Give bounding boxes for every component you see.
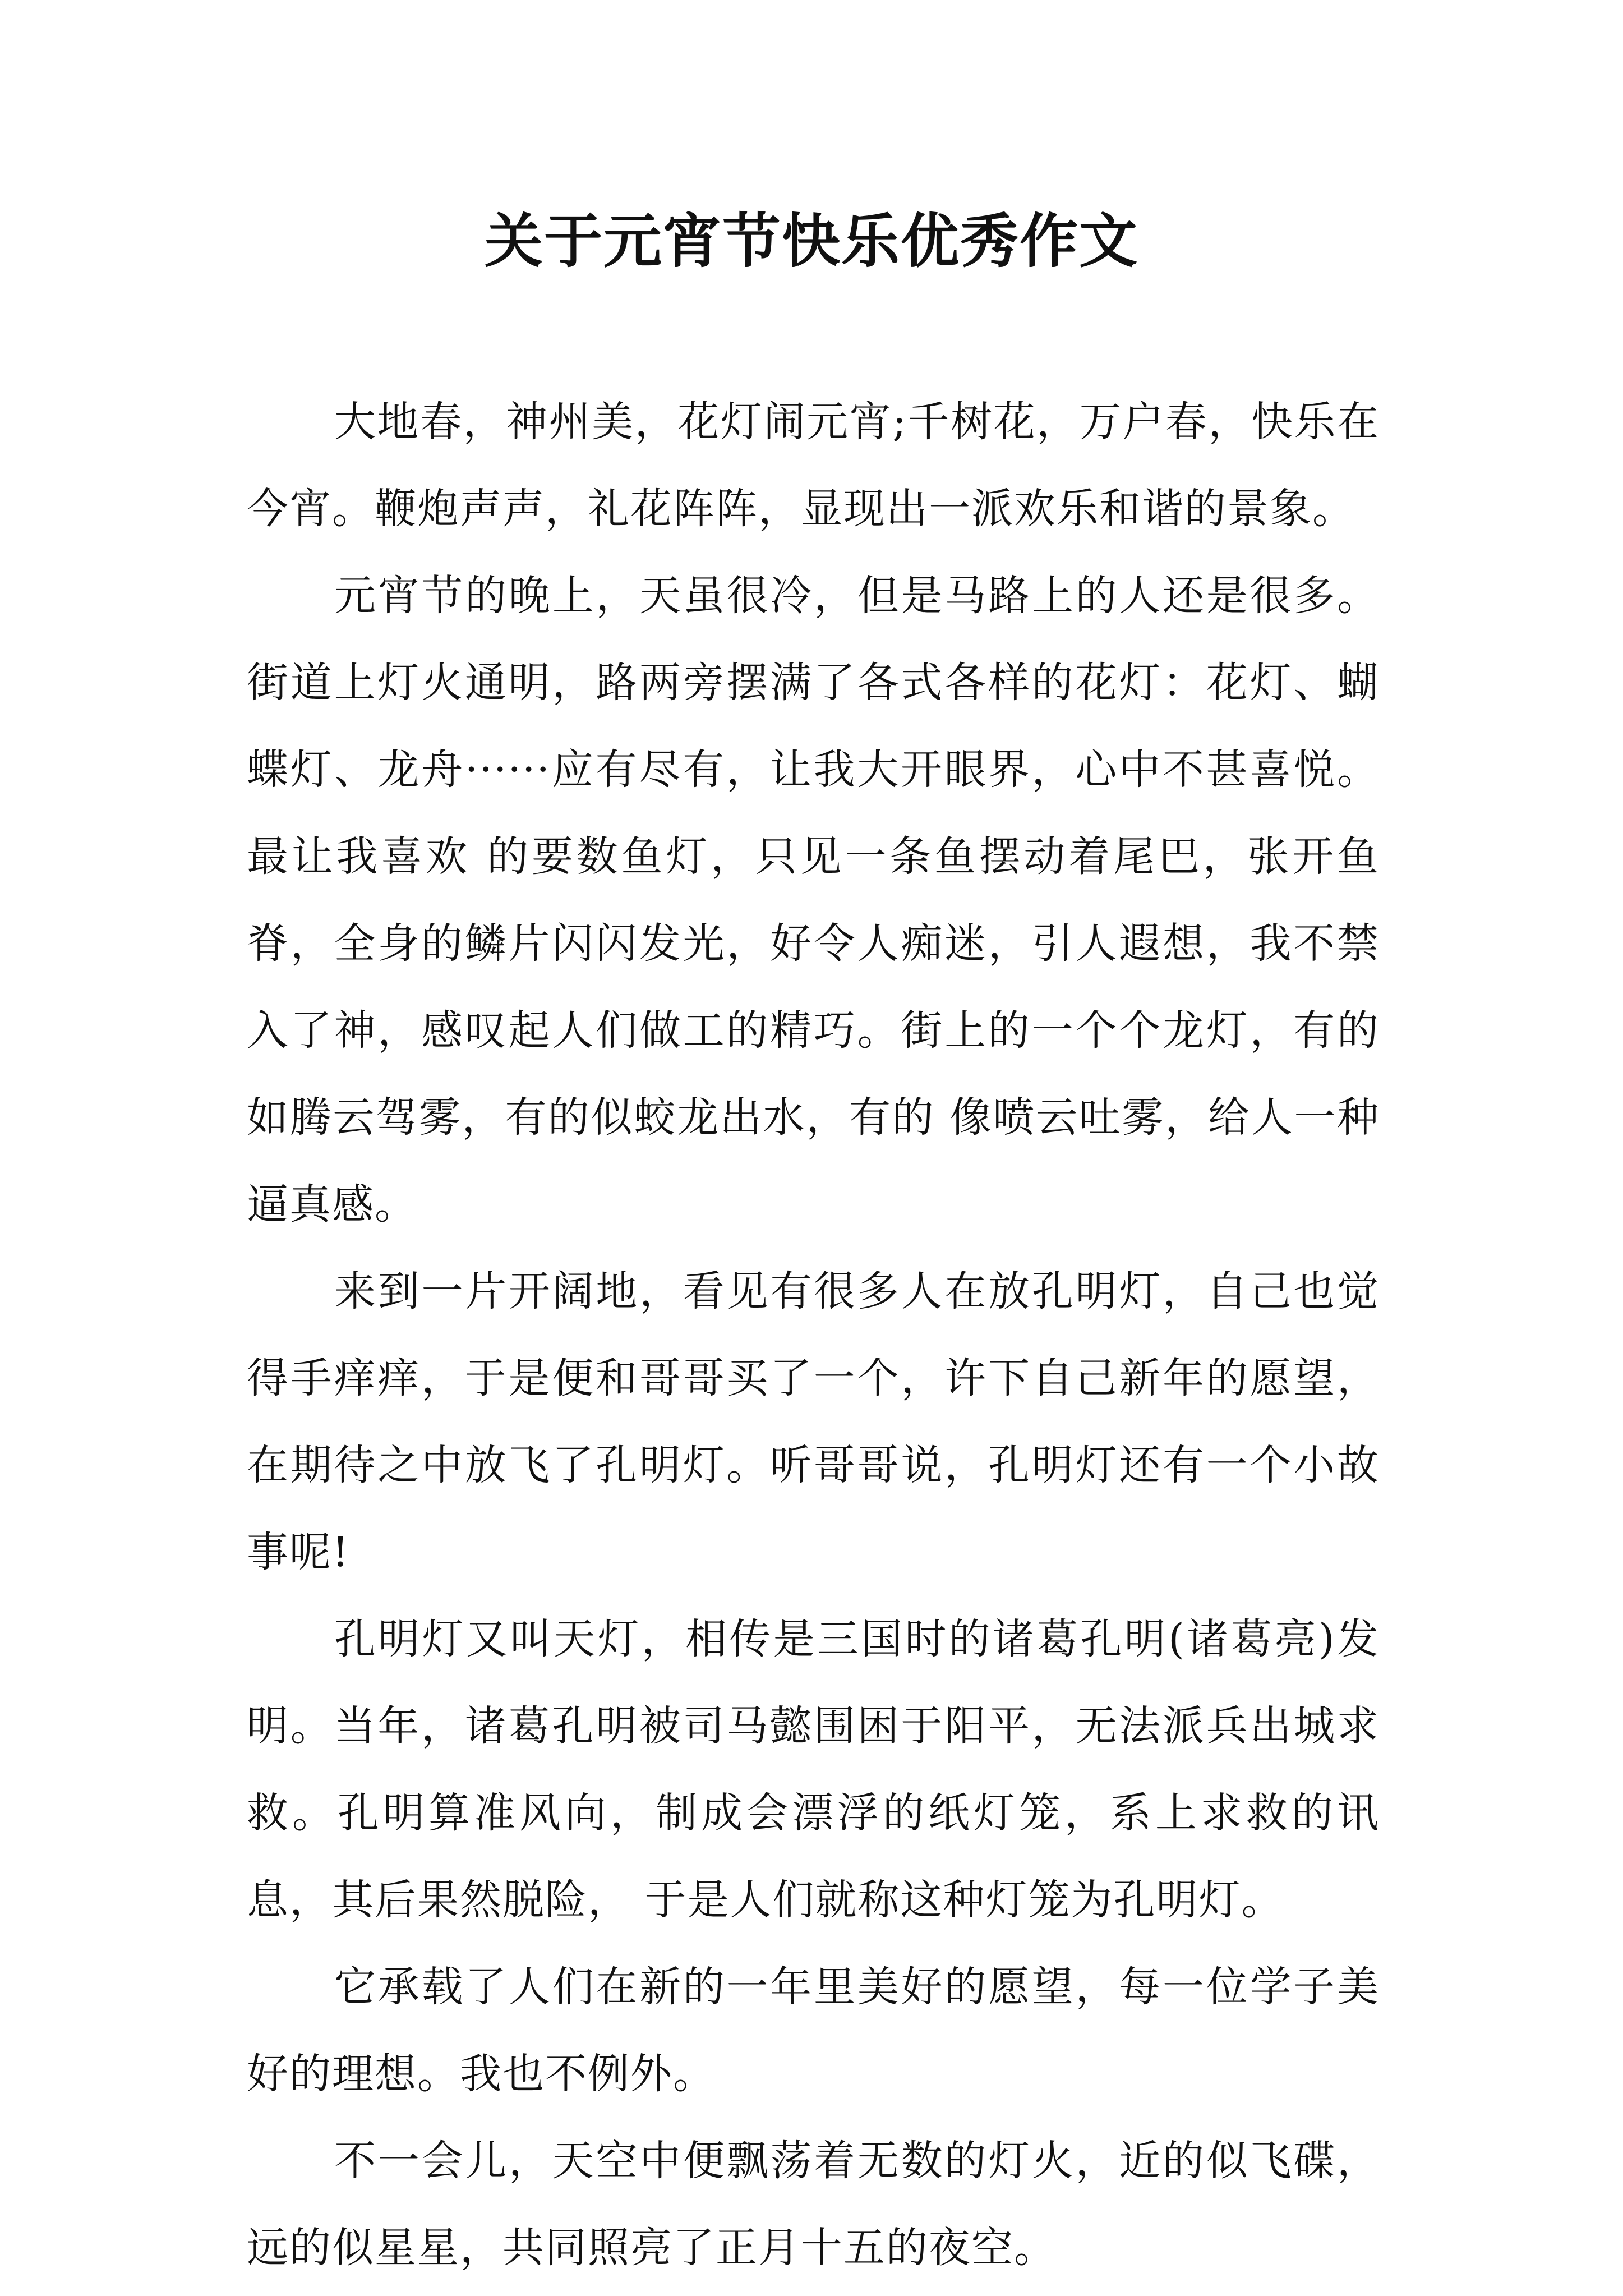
- essay-body: [247, 379, 1380, 2292]
- paragraph-3: 来到一片开阔地，看见有很多人在放孔明灯，自己也觉得手痒痒，于是便和哥哥买了一个，许下自己新年的愿望，在期待之中放飞了孔明灯。听哥哥说，孔明灯还有一个小故事呢!: [247, 1267, 1380, 1576]
- document-title: 关于元宵节快乐优秀作文: [484, 206, 1138, 275]
- paragraph-6: 不一会儿，天空中便飘荡着无数的灯火，近的似飞碟，远的似星星，共同照亮了正月十五的夜空。: [247, 2137, 1380, 2272]
- paragraph-2: 元宵节的晚上，天虽很冷，但是马路上的人还是很多。街道上灯火通明，路两旁摆满了各式各样的花灯：花灯、蝴蝶灯、龙舟······应有尽有，让我大开眼界，心中不甚喜悦。最让我喜欢 的要数鱼灯，只见一条鱼摆动着尾巴，张开鱼脊，全身的鳞片闪闪发光，好令人痴迷，引人遐想，我不禁入了神，感叹起人们做工的精巧。街上的一个个龙灯，有的如腾云驾雾，有的似蛟龙出水，有的 像喷云吐雾，给人一种逼真感。: [247, 572, 1380, 1228]
- paragraph-4: 孔明灯又叫天灯，相传是三国时的诸葛孔明(诸葛亮)发明。当年，诸葛孔明被司马懿围困于阳平，无法派兵出城求救。孔明算准风向，制成会漂浮的纸灯笼，系上求救的讯息，其后果然脱险， 于是人们就称这种灯笼为孔明灯。: [247, 1615, 1380, 1924]
- paragraph-5: 它承载了人们在新的一年里美好的愿望，每一位学子美好的理想。我也不例外。: [247, 1963, 1380, 2098]
- paragraph-1: 大地春，神州美，花灯闹元宵;千树花，万户春，快乐在今宵。鞭炮声声，礼花阵阵，显现出一派欢乐和谐的景象。: [247, 398, 1380, 533]
